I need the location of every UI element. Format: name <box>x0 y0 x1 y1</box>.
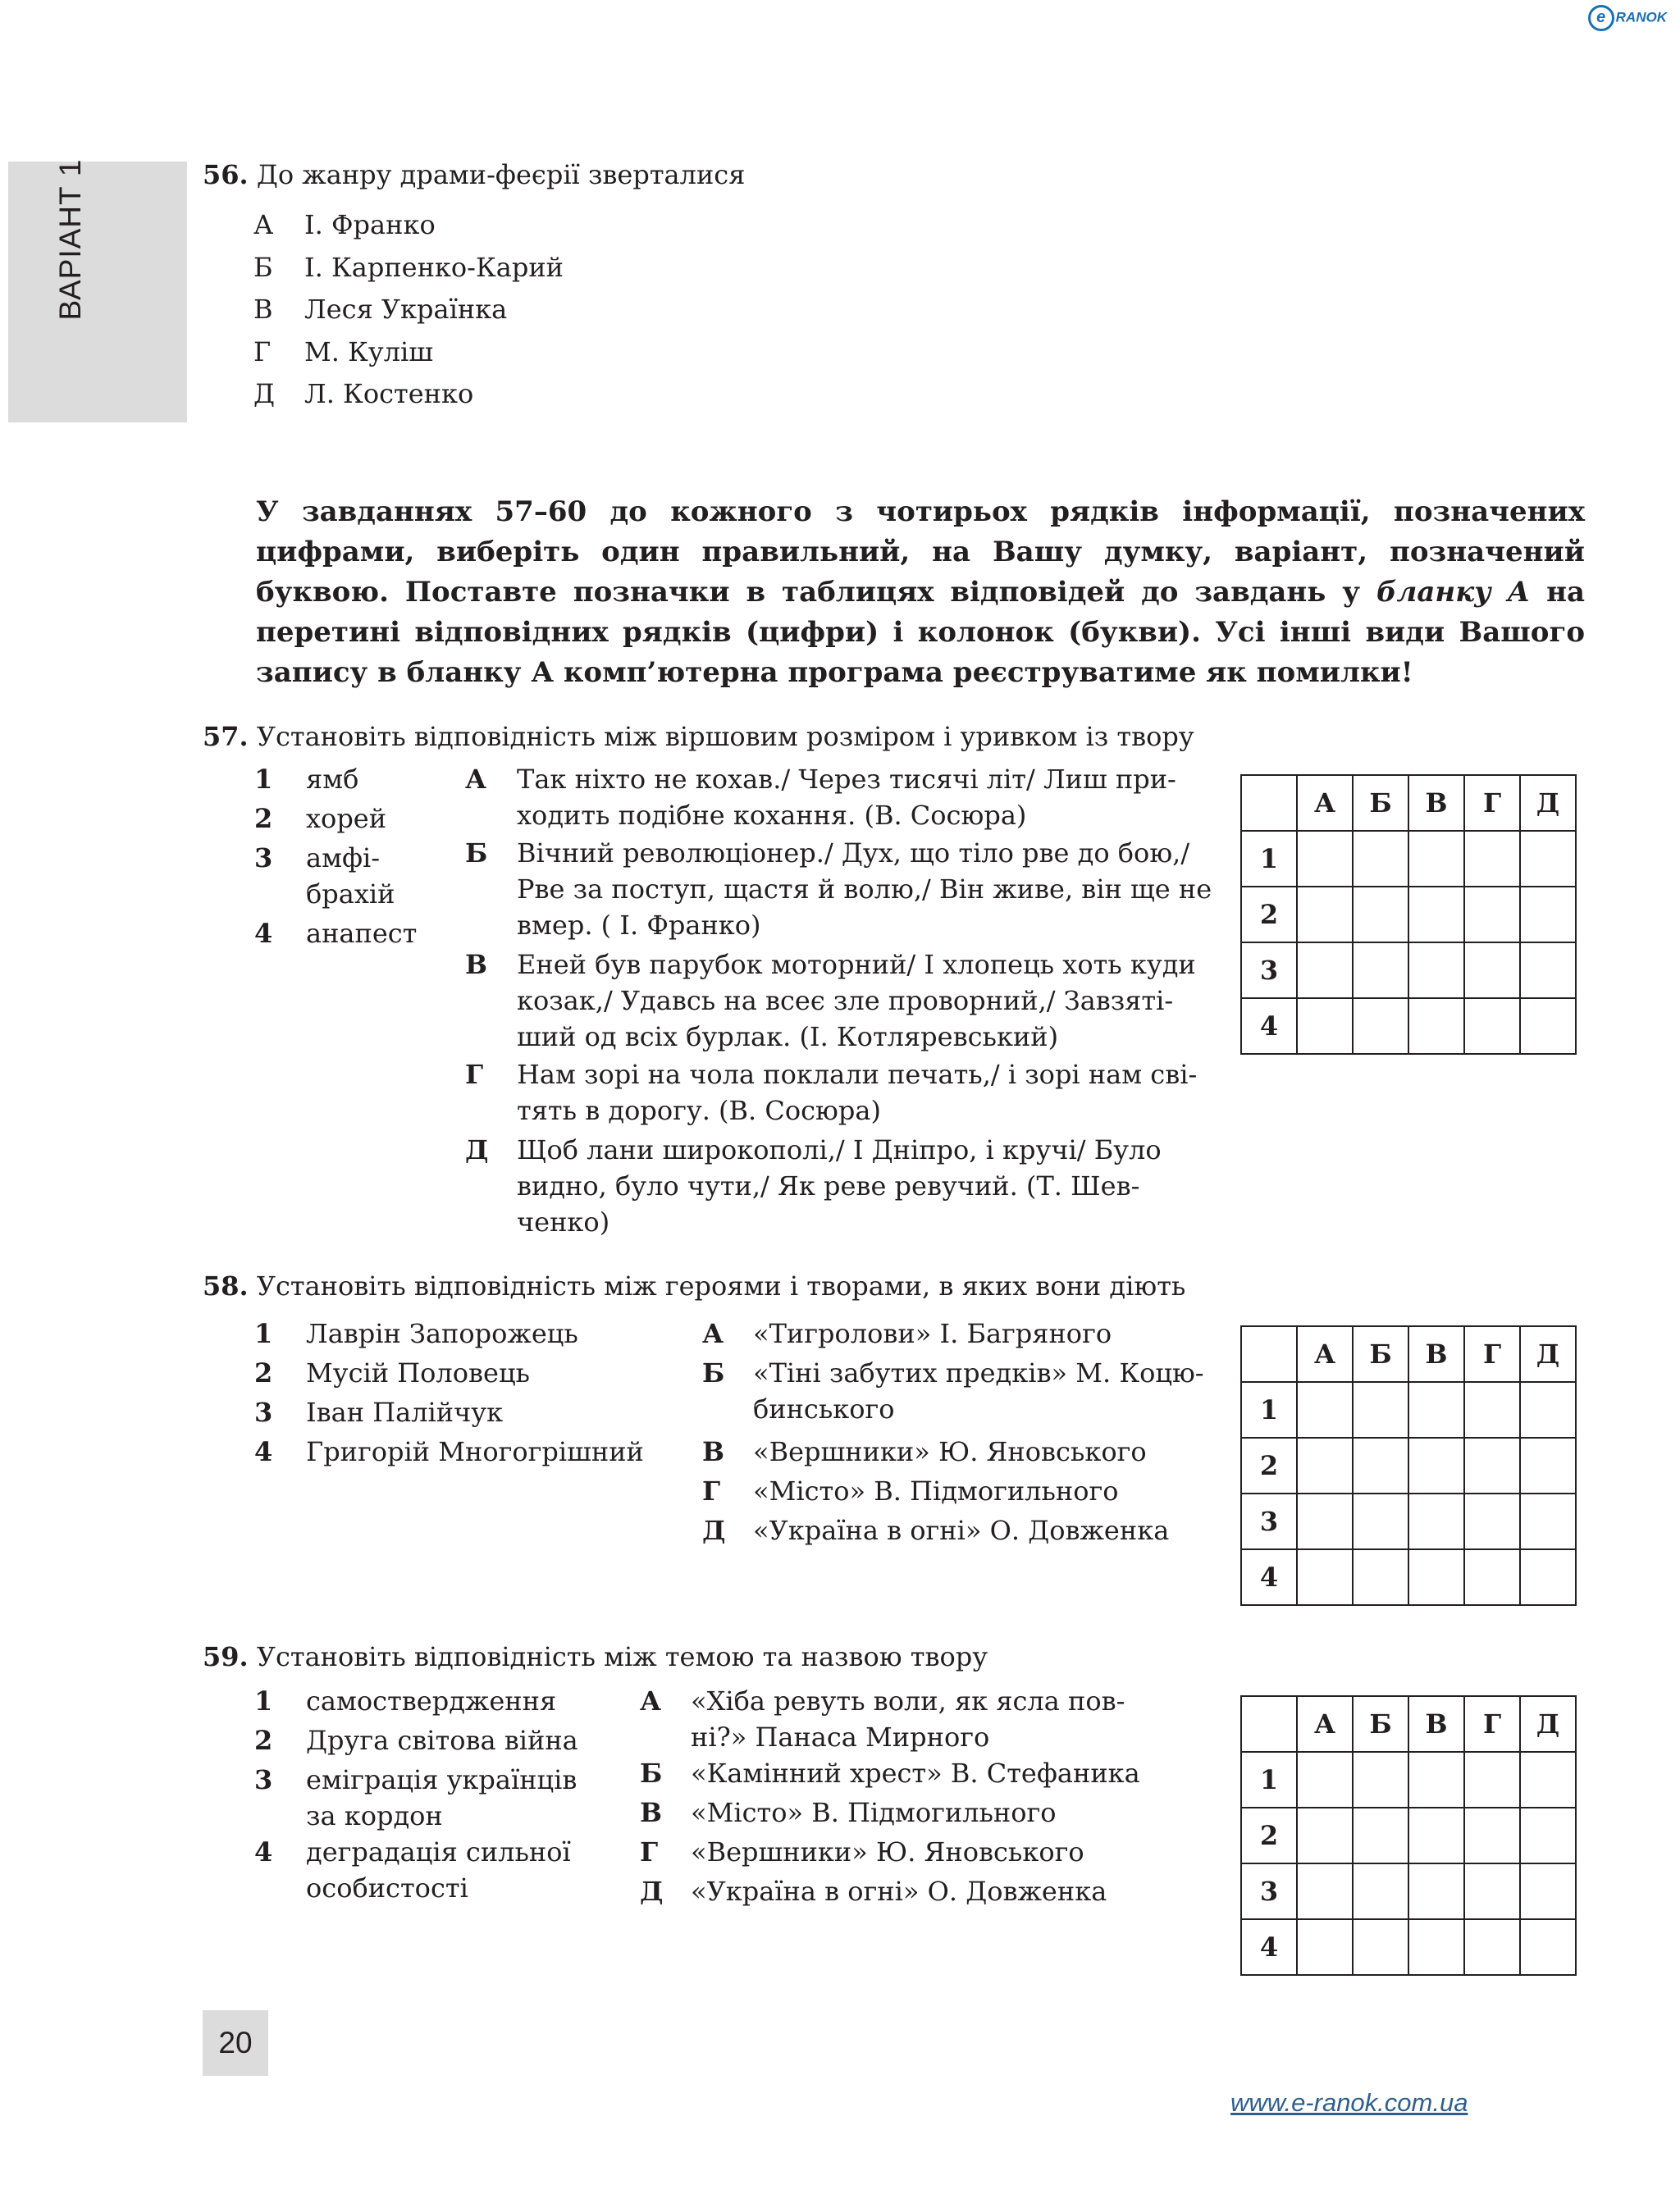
q58-grid-answer-cell[interactable] <box>1297 1549 1353 1605</box>
q59-grid-row-header: 2 <box>1241 1808 1297 1863</box>
q57-grid-col-header: Д <box>1520 775 1576 831</box>
q58-text: Установіть відповідність між героями і творами, в яких вони діють <box>256 1270 1186 1302</box>
publisher-logo <box>1588 5 1667 31</box>
q59-grid-answer-cell[interactable] <box>1520 1752 1576 1808</box>
q56-option <box>253 249 564 285</box>
q57-right-item-marker: В <box>465 949 488 980</box>
q57-grid-col-header: А <box>1297 775 1353 831</box>
q59-right-item-text: «Вершники» Ю. Яновського <box>691 1836 1084 1868</box>
q57-grid-corner-cell <box>1241 775 1297 831</box>
q57-right-item-text: ший од всіх бурлак. (І. Котляревський) <box>517 1021 1059 1052</box>
q58-grid-answer-cell[interactable] <box>1464 1382 1520 1438</box>
q58-right-item-text: «Вершники» Ю. Яновського <box>753 1436 1147 1467</box>
q59-grid-answer-cell[interactable] <box>1464 1752 1520 1808</box>
q57-prompt <box>203 718 1194 755</box>
q57-grid-answer-cell[interactable] <box>1464 998 1520 1054</box>
q58-grid-row-header: 2 <box>1241 1438 1297 1494</box>
q58-right-item-text: «Україна в огні» О. Довженка <box>753 1515 1170 1546</box>
q58-grid-col-header: Г <box>1464 1326 1520 1382</box>
q57-left-item-text: амфі- <box>306 842 381 873</box>
q56-option-text: І. Франко <box>304 209 436 240</box>
q57-right-item-marker: Б <box>465 837 488 869</box>
q58-grid-answer-cell[interactable] <box>1520 1494 1576 1549</box>
q57-grid-answer-cell[interactable] <box>1353 942 1408 998</box>
q59-right-item-text: «Місто» В. Підмогильного <box>691 1797 1057 1828</box>
instructions-part1: У завданнях 57–60 до кожного з чотирьох рядків інформації, позначених цифрами, виберіть один правильний, на Вашу думку, варіант, позначений буквою. Поставте позначки в таблицях відповідей до завдань у <box>256 495 1585 609</box>
q59-answer-grid <box>1240 1695 1577 1976</box>
q59-grid-answer-cell[interactable] <box>1408 1752 1464 1808</box>
q57-right-item-marker: Д <box>465 1134 489 1165</box>
q57-grid-answer-cell[interactable] <box>1353 831 1408 887</box>
q59-left-item-text: самоствердження <box>306 1685 557 1717</box>
q57-grid-answer-cell[interactable] <box>1464 887 1520 942</box>
q56-option-letter: В <box>253 294 273 325</box>
q58-right-item-marker: В <box>702 1436 725 1467</box>
q58-grid-answer-cell[interactable] <box>1297 1438 1353 1494</box>
q59-grid-answer-cell[interactable] <box>1353 1919 1408 1975</box>
q58-grid-col-header: Б <box>1353 1326 1408 1382</box>
q58-grid-answer-cell[interactable] <box>1464 1494 1520 1549</box>
q56-option <box>253 291 507 327</box>
q58-left-item-marker: 2 <box>254 1357 273 1389</box>
q57-grid-answer-cell[interactable] <box>1464 942 1520 998</box>
q58-left-item-text: Лаврін Запорожець <box>306 1318 578 1349</box>
q58-left-item-text: Іван Палійчук <box>306 1397 504 1428</box>
q58-grid-answer-cell[interactable] <box>1408 1382 1464 1438</box>
q57-grid-answer-cell[interactable] <box>1520 887 1576 942</box>
q58-grid-answer-cell[interactable] <box>1408 1549 1464 1605</box>
q59-grid-answer-cell[interactable] <box>1464 1808 1520 1863</box>
variant-side-tab <box>8 162 187 422</box>
q57-grid-row-header: 1 <box>1241 831 1297 887</box>
q58-grid-answer-cell[interactable] <box>1297 1382 1353 1438</box>
q57-grid-answer-cell[interactable] <box>1408 831 1464 887</box>
q57-grid-col-header: Б <box>1353 775 1408 831</box>
q56-option-text: І. Карпенко-Карий <box>304 252 564 283</box>
q59-left-item-text: деградація сильної <box>306 1836 571 1868</box>
q58-right-item-text: «Тіні забутих предків» М. Коцю- <box>753 1357 1204 1389</box>
q58-grid-col-header: В <box>1408 1326 1464 1382</box>
q57-right-item-text: вмер. ( І. Франко) <box>517 910 761 941</box>
q57-grid-row-header: 2 <box>1241 887 1297 942</box>
q57-grid-row-header: 4 <box>1241 998 1297 1054</box>
q59-right-item-text: «Хіба ревуть воли, як ясла пов- <box>691 1685 1125 1717</box>
q57-grid-answer-cell[interactable] <box>1297 831 1353 887</box>
q59-left-item-text: еміграція українців <box>306 1764 578 1795</box>
q58-grid-row-header: 3 <box>1241 1494 1297 1549</box>
q57-grid-answer-cell[interactable] <box>1297 942 1353 998</box>
q57-right-item-text: тять в дорогу. (В. Сосюра) <box>517 1095 881 1126</box>
q58-grid-answer-cell[interactable] <box>1520 1438 1576 1494</box>
q57-text: Установіть відповідність між віршовим розміром і уривком із твору <box>256 721 1194 752</box>
q58-grid-col-header: А <box>1297 1326 1353 1382</box>
footer-website-link[interactable]: www.e-ranok.com.ua <box>1230 2088 1468 2117</box>
q59-right-item-marker: Д <box>640 1876 664 1907</box>
q59-grid-row-header: 4 <box>1241 1919 1297 1975</box>
q56-option-letter: Д <box>253 378 276 409</box>
q59-grid-answer-cell[interactable] <box>1408 1863 1464 1919</box>
q58-left-item-marker: 1 <box>254 1318 273 1349</box>
q58-right-item-text: «Тигролови» І. Багряного <box>753 1318 1112 1349</box>
q57-grid-answer-cell[interactable] <box>1408 887 1464 942</box>
q57-right-item-text: Рве за поступ, щастя й волю,/ Він живе, він ще не <box>517 873 1212 905</box>
q58-grid-answer-cell[interactable] <box>1464 1438 1520 1494</box>
q57-right-item-text: Вічний революціонер./ Дух, що тіло рве до бою,/ <box>517 837 1190 869</box>
q57-grid-answer-cell[interactable] <box>1520 942 1576 998</box>
q58-right-item-marker: А <box>702 1318 724 1349</box>
q59-grid-answer-cell[interactable] <box>1464 1863 1520 1919</box>
q59-grid-row-header: 3 <box>1241 1863 1297 1919</box>
q57-left-item-text: ямб <box>306 764 359 795</box>
q59-left-item-marker: 3 <box>254 1764 273 1795</box>
q58-grid-row-header: 1 <box>1241 1382 1297 1438</box>
q58-grid-answer-cell[interactable] <box>1408 1494 1464 1549</box>
q56-option-letter: Г <box>253 336 272 367</box>
q58-grid-col-header: Д <box>1520 1326 1576 1382</box>
q58-answer-grid <box>1240 1325 1577 1606</box>
q57-right-item-marker: А <box>465 764 487 795</box>
q57-grid-row-header: 3 <box>1241 942 1297 998</box>
q57-right-item-text: козак,/ Удавсь на всеє зле проворний,/ Завзяті- <box>517 985 1174 1016</box>
instructions-italic: бланку А <box>1376 576 1531 609</box>
q57-left-item-marker: 1 <box>254 764 273 795</box>
q58-number: 58. <box>203 1270 249 1302</box>
q58-grid-answer-cell[interactable] <box>1353 1438 1408 1494</box>
q57-right-item-marker: Г <box>465 1059 484 1090</box>
q59-right-item-marker: А <box>640 1685 662 1717</box>
q57-grid-answer-cell[interactable] <box>1297 998 1353 1054</box>
q59-grid-row-header: 1 <box>1241 1752 1297 1808</box>
q59-right-item-marker: Б <box>640 1758 663 1789</box>
q57-left-item-marker: 4 <box>254 918 273 949</box>
q59-grid-answer-cell[interactable] <box>1408 1919 1464 1975</box>
q57-left-item-marker: 2 <box>254 803 273 834</box>
q59-grid-answer-cell[interactable] <box>1353 1752 1408 1808</box>
q59-grid-col-header: В <box>1408 1696 1464 1752</box>
q59-grid-answer-cell[interactable] <box>1353 1863 1408 1919</box>
q58-right-item-marker: Г <box>702 1475 721 1507</box>
q58-right-item-text: бинського <box>753 1393 895 1425</box>
q58-prompt <box>203 1268 1185 1304</box>
q57-right-item-text: Щоб лани широкополі,/ І Дніпро, і кручі/ Було <box>517 1134 1162 1165</box>
instructions-part2: на перетині відповідних рядків (цифри) і колонок (букви). Усі інші види Вашого запису в бланку А комп’ютерна програма реєструватиме як помилки! <box>256 576 1585 689</box>
q59-grid-col-header: Б <box>1353 1696 1408 1752</box>
q59-grid-answer-cell[interactable] <box>1408 1808 1464 1863</box>
q57-grid-answer-cell[interactable] <box>1408 942 1464 998</box>
q59-left-item-marker: 4 <box>254 1836 273 1868</box>
q57-right-item-text: ченко) <box>517 1206 610 1238</box>
q58-left-item-text: Григорій Многогрішний <box>306 1436 644 1467</box>
q59-grid-answer-cell[interactable] <box>1464 1919 1520 1975</box>
q56-text: До жанру драми-феєрії зверталися <box>256 159 746 190</box>
q56-option <box>253 376 473 412</box>
q59-right-item-text: «Камінний хрест» В. Стефаника <box>691 1758 1140 1789</box>
q59-left-item-text: Друга світова війна <box>306 1725 578 1756</box>
q57-grid-col-header: В <box>1408 775 1464 831</box>
q57-right-item-text: Нам зорі на чола поклали печать,/ і зорі нам сві- <box>517 1059 1198 1090</box>
q59-right-item-marker: Г <box>640 1836 659 1868</box>
q58-grid-corner-cell <box>1241 1326 1297 1382</box>
q58-left-item-marker: 4 <box>254 1436 273 1467</box>
q58-right-item-marker: Б <box>702 1357 725 1389</box>
q59-left-item-marker: 2 <box>254 1725 273 1756</box>
q56-prompt <box>203 157 745 193</box>
q58-grid-answer-cell[interactable] <box>1464 1549 1520 1605</box>
q58-grid-answer-cell[interactable] <box>1353 1494 1408 1549</box>
q59-grid-answer-cell[interactable] <box>1520 1863 1576 1919</box>
q59-number: 59. <box>203 1641 249 1672</box>
q56-option-text: Леся Українка <box>304 294 508 325</box>
q59-grid-answer-cell[interactable] <box>1297 1863 1353 1919</box>
q59-text: Установіть відповідність між темою та назвою твору <box>256 1641 988 1672</box>
q57-grid-answer-cell[interactable] <box>1297 887 1353 942</box>
q59-grid-col-header: Д <box>1520 1696 1576 1752</box>
q58-grid-answer-cell[interactable] <box>1297 1494 1353 1549</box>
logo-text: RANOK <box>1615 9 1667 25</box>
q59-grid-answer-cell[interactable] <box>1353 1808 1408 1863</box>
q58-right-item-text: «Місто» В. Підмогильного <box>753 1475 1119 1507</box>
q58-right-item-marker: Д <box>702 1515 726 1546</box>
q58-grid-answer-cell[interactable] <box>1520 1549 1576 1605</box>
q56-option-letter: А <box>253 209 274 240</box>
q58-grid-answer-cell[interactable] <box>1520 1382 1576 1438</box>
q59-grid-answer-cell[interactable] <box>1297 1808 1353 1863</box>
q59-right-item-marker: В <box>640 1797 663 1828</box>
q57-left-item-text: брахій <box>306 878 395 910</box>
q59-left-item-text: особистості <box>306 1872 468 1904</box>
q59-grid-col-header: Г <box>1464 1696 1520 1752</box>
q59-grid-answer-cell[interactable] <box>1297 1752 1353 1808</box>
logo-e-icon: e <box>1588 5 1614 31</box>
q57-grid-answer-cell[interactable] <box>1520 998 1576 1054</box>
q56-option <box>253 207 436 243</box>
q59-grid-answer-cell[interactable] <box>1520 1808 1576 1863</box>
q58-left-item-text: Мусій Половець <box>306 1357 530 1389</box>
q57-grid-answer-cell[interactable] <box>1353 998 1408 1054</box>
variant-side-tab-label: ВАРІАНТ 1 <box>53 158 87 321</box>
q57-left-item-text: анапест <box>306 918 418 949</box>
q59-grid-col-header: А <box>1297 1696 1353 1752</box>
q57-right-item-text: Так ніхто не кохав./ Через тисячі літ/ Лиш при- <box>517 764 1176 795</box>
q57-answer-grid <box>1240 774 1577 1055</box>
q57-left-item-text: хорей <box>306 803 387 834</box>
q58-left-item-marker: 3 <box>254 1397 273 1428</box>
q59-left-item-marker: 1 <box>254 1685 273 1717</box>
q57-grid-answer-cell[interactable] <box>1520 831 1576 887</box>
q57-left-item-marker: 3 <box>254 842 273 873</box>
q57-number: 57. <box>203 721 249 752</box>
instructions-block <box>256 492 1585 693</box>
q56-option-text: М. Куліш <box>304 336 434 367</box>
q59-right-item-text: ні?» Панаса Мирного <box>691 1722 990 1753</box>
q57-right-item-text: видно, було чути,/ Як реве ревучий. (Т. Шев- <box>517 1170 1140 1202</box>
q57-right-item-text: Еней був парубок моторний/ І хлопець хоть куди <box>517 949 1196 980</box>
q57-grid-col-header: Г <box>1464 775 1520 831</box>
q59-grid-answer-cell[interactable] <box>1520 1919 1576 1975</box>
q58-grid-answer-cell[interactable] <box>1353 1382 1408 1438</box>
q59-grid-answer-cell[interactable] <box>1297 1919 1353 1975</box>
q57-right-item-text: ходить подібне кохання. (В. Сосюра) <box>517 800 1027 831</box>
q57-grid-answer-cell[interactable] <box>1408 998 1464 1054</box>
q56-option <box>253 334 433 370</box>
q58-grid-answer-cell[interactable] <box>1353 1549 1408 1605</box>
q58-grid-row-header: 4 <box>1241 1549 1297 1605</box>
q59-grid-corner-cell <box>1241 1696 1297 1752</box>
page-number: 20 <box>203 2010 268 2076</box>
q56-option-letter: Б <box>253 252 273 283</box>
q59-left-item-text: за кордон <box>306 1800 443 1831</box>
q59-right-item-text: «Україна в огні» О. Довженка <box>691 1876 1107 1907</box>
q56-number: 56. <box>203 159 249 190</box>
q56-option-text: Л. Костенко <box>304 378 474 409</box>
q58-grid-answer-cell[interactable] <box>1408 1438 1464 1494</box>
q59-prompt <box>203 1639 988 1675</box>
q57-grid-answer-cell[interactable] <box>1353 887 1408 942</box>
q57-grid-answer-cell[interactable] <box>1464 831 1520 887</box>
